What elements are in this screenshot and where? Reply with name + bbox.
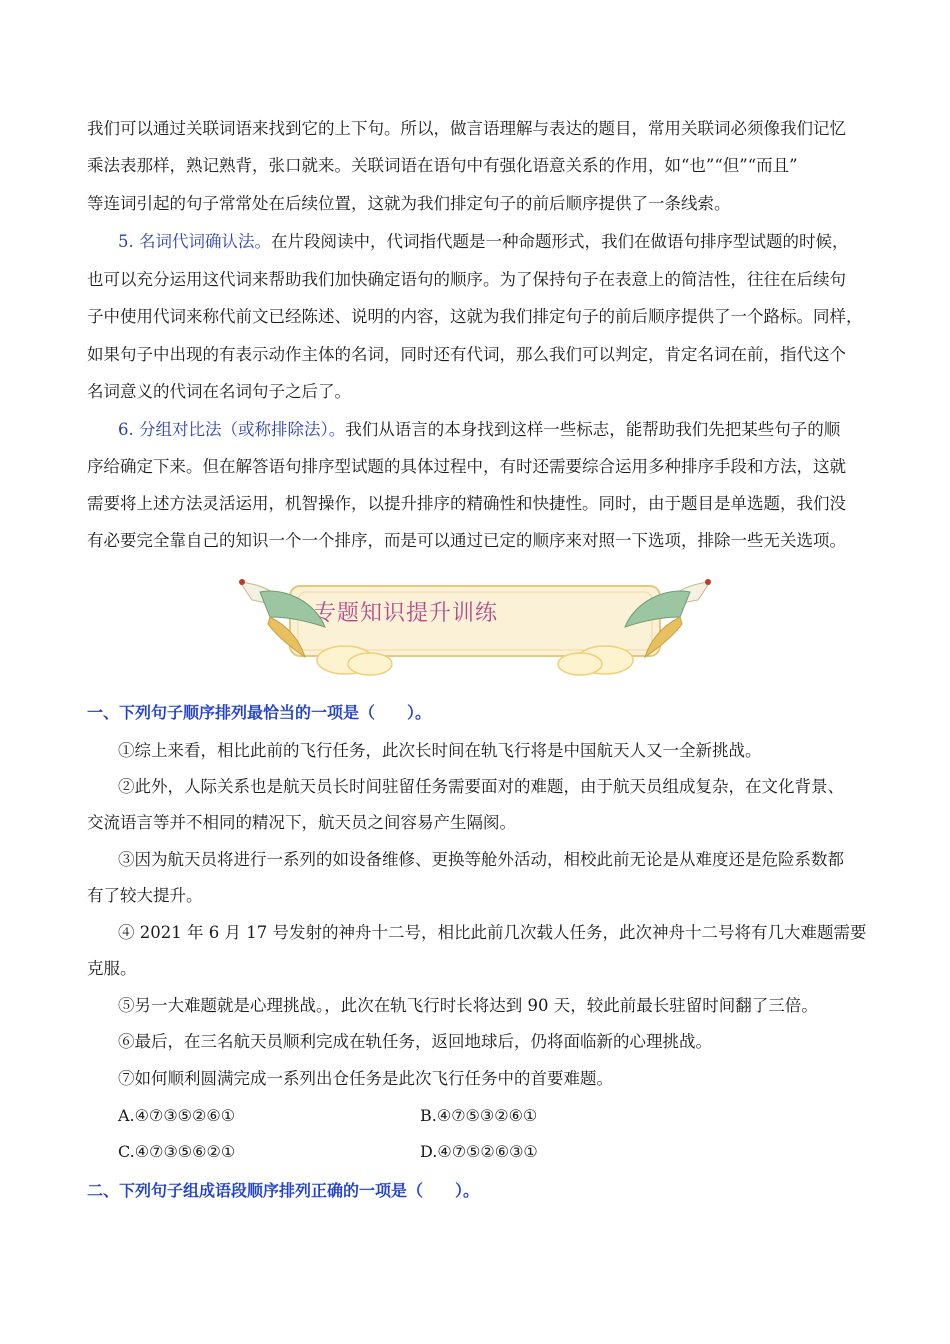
section-banner — [230, 572, 720, 682]
method6-line-2: 序给确定下来。但在解答语句排序型试题的具体过程中，有时还需要综合运用多种排序手段和方法，这就 — [87, 457, 846, 476]
q1-option-c[interactable]: C.④⑦③⑤⑥②① — [118, 1142, 236, 1161]
method6-title: 6. 分组对比法（或称排除法）。 — [118, 420, 346, 439]
q1-sentence-4b: 克服。 — [87, 959, 137, 978]
method6-line-4: 有必要完全靠自己的知识一个一个排序，而是可以通过已定的顺序来对照一下选项，排除一些无关选项。 — [87, 531, 846, 550]
banner-decoration — [230, 572, 720, 682]
intro-line-2: 乘法表那样，熟记熟背，张口就来。关联词语在语句中有强化语意关系的作用，如“也”“但”“而且” — [87, 156, 798, 175]
intro-line-3: 等连词引起的句子常常处在后续位置，这就为我们排定句子的前后顺序提供了一条线索。 — [87, 194, 731, 213]
method6-line-1-text: 我们从语言的本身找到这样一些标志，能帮助我们先把某些句子的顺 — [345, 420, 841, 439]
q1-option-b[interactable]: B.④⑦⑤③②⑥① — [420, 1106, 538, 1125]
q1-option-d[interactable]: D.④⑦⑤②⑥③① — [420, 1142, 538, 1161]
method5-line-1-text: 在片段阅读中，代词指代题是一种命题形式，我们在做语句排序型试题的时候， — [271, 232, 849, 251]
q1-sentence-1: ①综上来看，相比此前的飞行任务，此次长时间在轨飞行将是中国航天人又一全新挑战。 — [118, 741, 762, 760]
method6-line-3: 需要将上述方法灵活运用，机智操作，以提升排序的精确性和快捷性。同时，由于题目是单选题，我们没 — [87, 494, 846, 513]
q2-heading: 二、下列句子组成语段顺序排列正确的一项是（ ）。 — [87, 1181, 480, 1200]
q1-sentence-3a: ③因为航天员将进行一系列的如设备维修、更换等舱外活动，相校此前无论是从难度还是危险系数都 — [118, 850, 844, 869]
method5-line-1 — [118, 231, 849, 253]
q1-sentence-5: ⑤另一大难题就是心理挑战。，此次在轨飞行时长将达到 90 天，较此前最长驻留时间翻了三倍。 — [118, 996, 818, 1015]
q1-sentence-7: ⑦如何顺利圆满完成一系列出仓任务是此次飞行任务中的首要难题。 — [118, 1069, 613, 1088]
q1-sentence-2a: ②此外，人际关系也是航天员长时间驻留任务需要面对的难题，由于航天员组成复杂，在文化背景、 — [118, 777, 844, 796]
q1-option-a[interactable]: A.④⑦③⑤②⑥① — [118, 1106, 236, 1125]
banner-title: 专题知识提升训练 — [314, 601, 499, 626]
intro-line-1: 我们可以通过关联词语来找到它的上下句。所以，做言语理解与表达的题目，常用关联词必须像我们记忆 — [87, 119, 846, 138]
method5-line-3: 子中使用代词来称代前文已经陈述、说明的内容，这就为我们排定句子的前后顺序提供了一个路标。同样， — [87, 307, 863, 326]
q1-sentence-4a: ④ 2021 年 6 月 17 号发射的神舟十二号，相比此前几次载人任务，此次神舟十二号将有几大难题需要 — [118, 923, 867, 942]
method5-line-4: 如果句子中出现的有表示动作主体的名词，同时还有代词，那么我们可以判定，肯定名词在前，指代这个 — [87, 345, 846, 364]
q1-sentence-6: ⑥最后，在三名航天员顺利完成在轨任务，返回地球后，仍将面临新的心理挑战。 — [118, 1032, 712, 1051]
q1-sentence-3b: 有了较大提升。 — [87, 886, 203, 905]
method5-line-2: 也可以充分运用这代词来帮助我们加快确定语句的顺序。为了保持句子在表意上的简洁性，往往在后续句 — [87, 270, 846, 289]
method5-title: 5. 名词代词确认法。 — [118, 232, 271, 251]
q1-sentence-2b: 交流语言等并不相同的精况下，航天员之间容易产生隔阂。 — [87, 813, 516, 832]
method5-line-5: 名词意义的代词在名词句子之后了。 — [87, 382, 351, 401]
method6-line-1 — [118, 419, 840, 441]
q1-heading: 一、下列句子顺序排列最恰当的一项是（ ）。 — [87, 703, 432, 722]
